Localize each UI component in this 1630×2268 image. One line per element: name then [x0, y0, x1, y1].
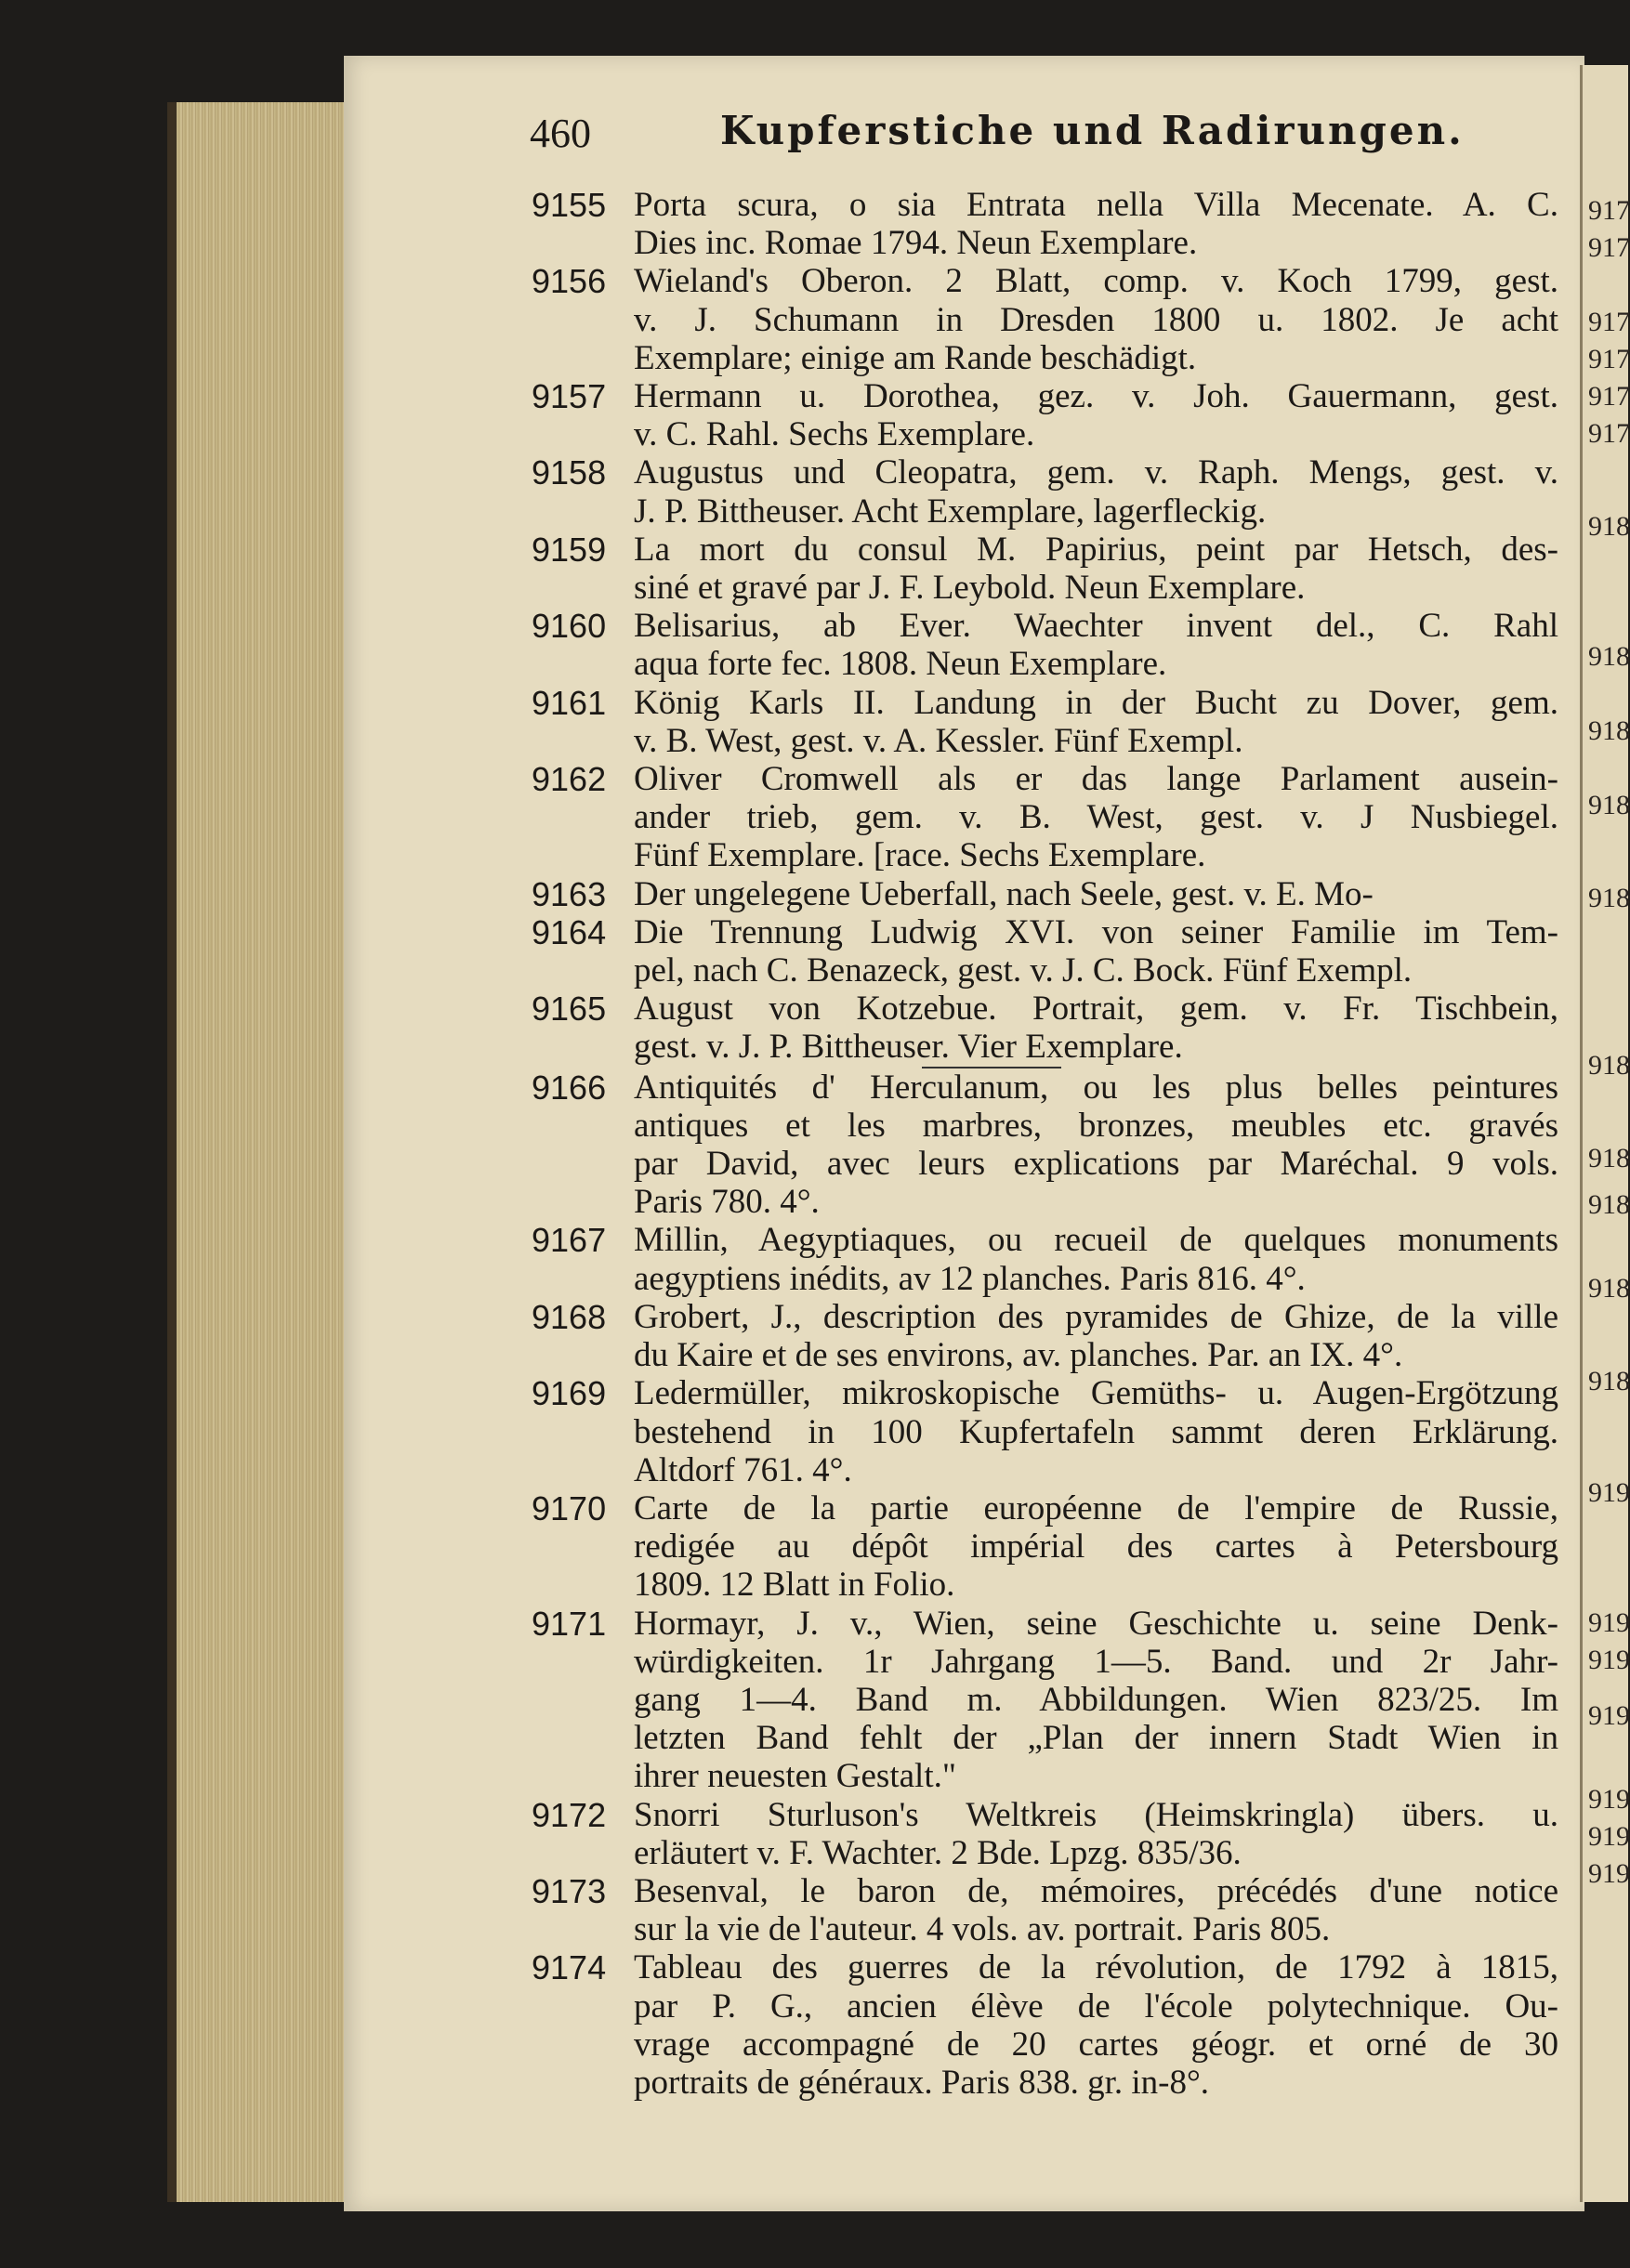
entry-line: Grobert, J., description des pyramides de Ghize, de la ville	[634, 1297, 1558, 1336]
entry-number: 9160	[532, 607, 607, 646]
entry-line: La mort du consul M. Papirius, peint par Hetsch, des-	[634, 530, 1558, 569]
entry-number: 9172	[532, 1795, 607, 1834]
catalogue-entry	[532, 453, 1558, 530]
entry-line: v. B. West, gest. v. A. Kessler. Fünf Exempl.	[634, 721, 1243, 760]
entry-line: würdigkeiten. 1r Jahrgang 1—5. Band. und 2r Jahr-	[634, 1642, 1558, 1681]
adjacent-page-number: 917	[1588, 232, 1630, 263]
entry-text	[634, 913, 1558, 990]
entry-line: Augustus und Cleopatra, gem. v. Raph. Mengs, gest. v.	[634, 453, 1558, 492]
entry-text	[634, 1374, 1558, 1489]
page-title: Kupferstiche und Radirungen.	[720, 108, 1465, 153]
entry-line: siné et gravé par J. F. Leybold. Neun Exemplare.	[634, 569, 1306, 608]
catalogue-entry	[532, 1796, 1558, 1872]
catalogue-entry	[532, 262, 1558, 377]
entry-text	[634, 377, 1558, 453]
adjacent-page-number: 919	[1588, 1700, 1630, 1731]
entry-line: letzten Band fehlt der „Plan der innern Stadt Wien in	[634, 1719, 1558, 1758]
catalogue-entry	[532, 990, 1558, 1066]
entry-number: 9170	[532, 1488, 607, 1527]
entry-number: 9168	[532, 1297, 607, 1336]
entry-line: portraits de généraux. Paris 838. gr. in-8°.	[634, 2063, 1209, 2102]
entry-line: Exemplare; einige am Rande beschädigt.	[634, 338, 1197, 377]
entry-number: 9174	[532, 1948, 607, 1987]
entry-text	[634, 531, 1558, 607]
entry-line: pel, nach C. Benazeck, gest. v. J. C. Bock. Fünf Exempl.	[634, 951, 1413, 990]
entry-line: Paris 780. 4°.	[634, 1183, 820, 1222]
entry-number: 9159	[532, 530, 607, 569]
entry-line: ander trieb, gem. v. B. West, gest. v. J Nusbiegel.	[634, 798, 1558, 837]
entry-line: Dies inc. Romae 1794. Neun Exemplare.	[634, 224, 1198, 263]
entry-line: gest. v. J. P. Bittheuser. Vier Exemplare.	[634, 1028, 1183, 1067]
entry-line: gang 1—4. Band m. Abbildungen. Wien 823/25. Im	[634, 1680, 1558, 1719]
entry-line: antiques et les marbres, bronzes, meubles etc. gravés	[634, 1106, 1558, 1145]
catalogue-entry	[532, 913, 1558, 990]
adjacent-page-number: 918	[1588, 641, 1630, 672]
catalogue-entry	[532, 875, 1558, 913]
entry-text	[634, 1489, 1558, 1605]
adjacent-page-number: 917	[1588, 195, 1630, 226]
entry-text	[634, 262, 1558, 377]
entry-text	[634, 990, 1558, 1066]
entry-line: v. C. Rahl. Sechs Exemplare.	[634, 415, 1035, 454]
entry-number: 9162	[532, 760, 607, 799]
catalogue-entry	[532, 1605, 1558, 1796]
adjacent-page-number: 918	[1588, 715, 1630, 746]
entry-line: erläutert v. F. Wachter. 2 Bde. Lpzg. 835/36.	[634, 1833, 1242, 1872]
catalogue-entry	[532, 607, 1558, 683]
catalogue-entry-list	[532, 186, 1558, 2102]
entry-line: Ledermüller, mikroskopische Gemüths- u. Augen-Ergötzung	[634, 1374, 1558, 1413]
catalogue-entry	[532, 1872, 1558, 1948]
entry-number: 9169	[532, 1374, 607, 1413]
entry-line: Hormayr, J. v., Wien, seine Geschichte u. seine Denk-	[634, 1604, 1558, 1643]
entry-line: v. J. Schumann in Dresden 1800 u. 1802. Je acht	[634, 300, 1558, 339]
entry-line: bestehend in 100 Kupfertafeln sammt deren Erklärung.	[634, 1412, 1558, 1451]
entry-line: Porta scura, o sia Entrata nella Villa Mecenate. A. C.	[634, 186, 1558, 224]
entry-number: 9161	[532, 683, 607, 722]
entry-line: Millin, Aegyptiaques, ou recueil de quelques monuments	[634, 1221, 1558, 1260]
entry-number: 9157	[532, 377, 607, 416]
catalogue-entry	[532, 531, 1558, 607]
page-header	[530, 110, 1552, 165]
entry-line: König Karls II. Landung in der Bucht zu Dover, gem.	[634, 683, 1558, 722]
entry-line: Carte de la partie européenne de l'empire de Russie,	[634, 1488, 1558, 1527]
adjacent-page-strip	[1580, 65, 1628, 2202]
entry-line: vrage accompagné de 20 cartes géogr. et orné de 30	[634, 2025, 1558, 2064]
entry-line: August von Kotzebue. Portrait, gem. v. Fr. Tischbein,	[634, 990, 1558, 1029]
catalogue-entry	[532, 1374, 1558, 1489]
entry-number: 9171	[532, 1604, 607, 1643]
catalogue-entry	[532, 1221, 1558, 1297]
entry-line: par P. G., ancien élève de l'école polytechnique. Ou-	[634, 1986, 1558, 2025]
entry-line: Snorri Sturluson's Weltkreis (Heimskringla) übers. u.	[634, 1795, 1558, 1834]
entry-number: 9167	[532, 1221, 607, 1260]
adjacent-page-number: 917	[1588, 344, 1630, 374]
entry-line: du Kaire et de ses environs, av. planches. Par. an IX. 4°.	[634, 1336, 1403, 1375]
adjacent-page-number: 918	[1588, 790, 1630, 820]
page-number: 460	[530, 111, 591, 156]
entry-text	[634, 1298, 1558, 1374]
entry-line: Wieland's Oberon. 2 Blatt, comp. v. Koch 1799, gest.	[634, 262, 1558, 301]
adjacent-page-number: 918	[1588, 1366, 1630, 1396]
catalogue-entry	[532, 1948, 1558, 2102]
adjacent-page-number: 918	[1588, 883, 1630, 913]
entry-line: Antiquités d' Herculanum, ou les plus belles peintures	[634, 1068, 1558, 1107]
entry-number: 9155	[532, 186, 607, 224]
catalogue-entry	[532, 1068, 1558, 1222]
adjacent-page-number: 917	[1588, 307, 1630, 337]
entry-number: 9163	[532, 874, 607, 913]
catalogue-entry	[532, 186, 1558, 262]
adjacent-page-number: 918	[1588, 1143, 1630, 1173]
catalogue-entry	[532, 1489, 1558, 1605]
adjacent-page-number: 918	[1588, 1273, 1630, 1304]
entry-text	[634, 186, 1558, 262]
entry-text	[634, 684, 1558, 760]
adjacent-page-number: 918	[1588, 511, 1630, 542]
adjacent-page-number: 919	[1588, 1607, 1630, 1638]
entry-line: Oliver Cromwell als er das lange Parlament ausein-	[634, 760, 1558, 799]
adjacent-page-number: 918	[1588, 1189, 1630, 1220]
entry-line: ihrer neuesten Gestalt."	[634, 1757, 956, 1796]
entry-text	[634, 1948, 1558, 2102]
book-page-edges	[167, 102, 372, 2202]
entry-line: aqua forte fec. 1808. Neun Exemplare.	[634, 645, 1167, 684]
entry-line: Die Trennung Ludwig XVI. von seiner Familie im Tem-	[634, 912, 1558, 951]
entry-text	[634, 1221, 1558, 1297]
adjacent-page-number: 918	[1588, 1050, 1630, 1081]
entry-number: 9166	[532, 1068, 607, 1107]
catalogue-entry	[532, 760, 1558, 875]
entry-text	[634, 607, 1558, 683]
entry-line: Hermann u. Dorothea, gez. v. Joh. Gauermann, gest.	[634, 377, 1558, 416]
entry-line: Belisarius, ab Ever. Waechter invent del., C. Rahl	[634, 607, 1558, 646]
catalogue-entry	[532, 1298, 1558, 1374]
entry-line: redigée au dépôt impérial des cartes à Petersbourg	[634, 1527, 1558, 1567]
entry-text	[634, 1605, 1558, 1796]
adjacent-page-number: 919	[1588, 1858, 1630, 1889]
entry-line: Der ungelegene Ueberfall, nach Seele, gest. v. E. Mo-	[634, 874, 1374, 913]
entry-line: Besenval, le baron de, mémoires, précédés d'une notice	[634, 1871, 1558, 1910]
catalogue-entry	[532, 684, 1558, 760]
entry-text	[634, 453, 1558, 530]
entry-number: 9164	[532, 912, 607, 951]
entry-line: 1809. 12 Blatt in Folio.	[634, 1566, 955, 1605]
entry-number: 9173	[532, 1871, 607, 1910]
entry-line: Fünf Exemplare. [race. Sechs Exemplare.	[634, 836, 1206, 875]
adjacent-page-number: 917	[1588, 418, 1630, 449]
entry-text	[634, 1796, 1558, 1872]
entry-number: 9156	[532, 262, 607, 301]
entry-line: par David, avec leurs explications par Maréchal. 9 vols.	[634, 1145, 1558, 1184]
adjacent-page-number: 917	[1588, 381, 1630, 412]
entry-line: Altdorf 761. 4°.	[634, 1450, 852, 1489]
adjacent-page-number: 919	[1588, 1477, 1630, 1508]
adjacent-page-number: 919	[1588, 1821, 1630, 1852]
entry-line: aegyptiens inédits, av 12 planches. Paris 816. 4°.	[634, 1259, 1306, 1298]
adjacent-page-number: 919	[1588, 1784, 1630, 1815]
entry-text	[634, 1068, 1558, 1222]
adjacent-page-number: 919	[1588, 1645, 1630, 1675]
entry-line: sur la vie de l'auteur. 4 vols. av. portrait. Paris 805.	[634, 1910, 1331, 1949]
entry-text	[634, 875, 1558, 913]
entry-line: Tableau des guerres de la révolution, de 1792 à 1815,	[634, 1948, 1558, 1987]
entry-text	[634, 760, 1558, 875]
entry-number: 9165	[532, 990, 607, 1029]
entry-text	[634, 1872, 1558, 1948]
entry-number: 9158	[532, 453, 607, 492]
catalogue-entry	[532, 377, 1558, 453]
entry-line: J. P. Bittheuser. Acht Exemplare, lagerfleckig.	[634, 492, 1267, 531]
